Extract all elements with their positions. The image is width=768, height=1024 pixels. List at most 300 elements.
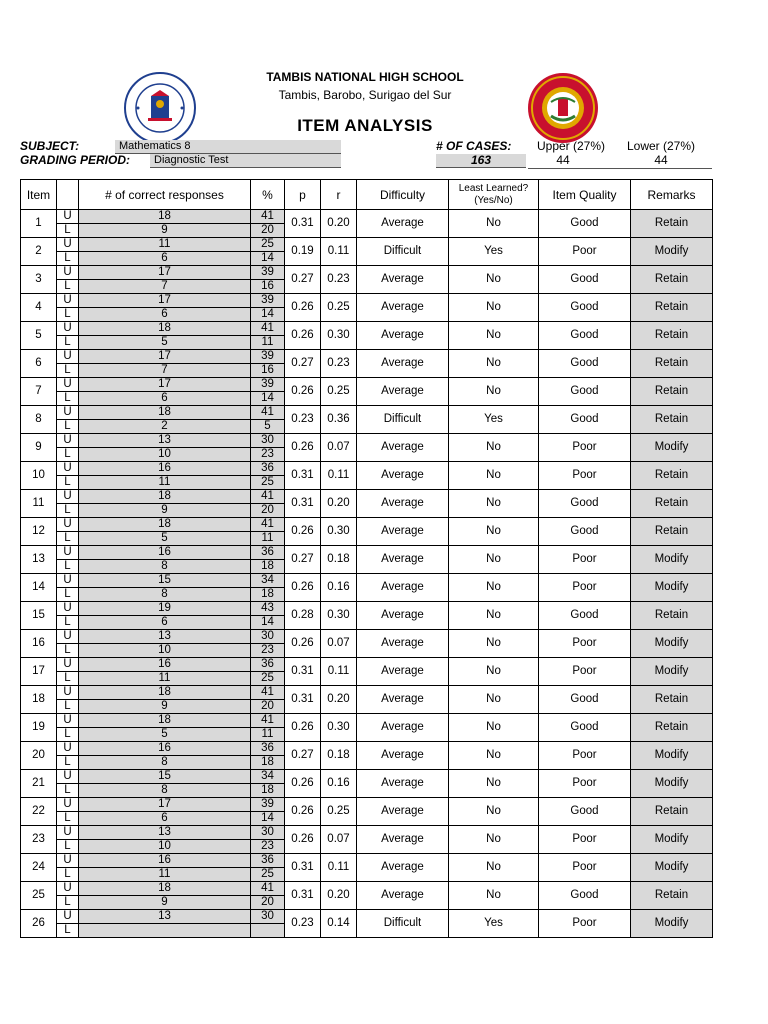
upper-correct-count[interactable]: 18: [79, 714, 251, 728]
upper-correct-count[interactable]: 16: [79, 742, 251, 756]
remarks-value[interactable]: Retain: [631, 490, 713, 518]
upper-percent: 34: [251, 770, 285, 784]
table-row: [21, 882, 713, 896]
lower-percent: 25: [251, 868, 285, 882]
p-value: 0.26: [285, 714, 321, 742]
lower-marker: L: [57, 840, 79, 854]
upper-correct-count[interactable]: 16: [79, 658, 251, 672]
item-quality-value: Good: [539, 518, 631, 546]
difficulty-value: Difficult: [357, 238, 449, 266]
lower-marker: L: [57, 224, 79, 238]
lower-marker: L: [57, 924, 79, 938]
item-quality-value: Poor: [539, 826, 631, 854]
least-learned-value: No: [449, 574, 539, 602]
difficulty-value: Average: [357, 294, 449, 322]
r-value: 0.11: [321, 854, 357, 882]
school-name: TAMBIS NATIONAL HIGH SCHOOL: [266, 70, 464, 84]
upper-percent: 30: [251, 910, 285, 924]
upper-correct-count[interactable]: 13: [79, 630, 251, 644]
r-value: 0.25: [321, 798, 357, 826]
table-row: [21, 322, 713, 336]
upper-marker: U: [57, 294, 79, 308]
lower-correct-count[interactable]: 7: [79, 280, 251, 294]
difficulty-value: Average: [357, 826, 449, 854]
lower-label: Lower (27%): [626, 139, 696, 153]
table-row: [21, 406, 713, 420]
lower-percent: 20: [251, 224, 285, 238]
upper-percent: 39: [251, 798, 285, 812]
col-item: Item: [21, 180, 57, 210]
table-row: [21, 798, 713, 812]
least-learned-value: No: [449, 546, 539, 574]
difficulty-value: Average: [357, 798, 449, 826]
lower-correct-count[interactable]: 8: [79, 784, 251, 798]
remarks-value[interactable]: Retain: [631, 350, 713, 378]
least-learned-value: No: [449, 378, 539, 406]
upper-marker: U: [57, 742, 79, 756]
remarks-value[interactable]: Modify: [631, 742, 713, 770]
remarks-value[interactable]: Modify: [631, 658, 713, 686]
upper-correct-count[interactable]: 17: [79, 266, 251, 280]
lower-marker: L: [57, 448, 79, 462]
least-learned-value: No: [449, 854, 539, 882]
lower-correct-count[interactable]: 8: [79, 756, 251, 770]
difficulty-value: Average: [357, 434, 449, 462]
lower-correct-count[interactable]: [79, 924, 251, 938]
upper-marker: U: [57, 658, 79, 672]
lower-marker: L: [57, 336, 79, 350]
col-remarks: Remarks: [631, 180, 713, 210]
difficulty-value: Average: [357, 378, 449, 406]
upper-marker: U: [57, 770, 79, 784]
item-quality-value: Poor: [539, 770, 631, 798]
lower-correct-count[interactable]: 6: [79, 616, 251, 630]
item-number: 7: [21, 378, 57, 406]
upper-marker: U: [57, 406, 79, 420]
item-number: 6: [21, 350, 57, 378]
upper-correct-count[interactable]: 18: [79, 210, 251, 224]
p-value: 0.31: [285, 490, 321, 518]
item-quality-value: Good: [539, 602, 631, 630]
lower-correct-count[interactable]: 9: [79, 504, 251, 518]
item-quality-value: Good: [539, 686, 631, 714]
p-value: 0.23: [285, 910, 321, 938]
remarks-value[interactable]: Retain: [631, 518, 713, 546]
difficulty-value: Average: [357, 350, 449, 378]
r-value: 0.20: [321, 490, 357, 518]
upper-correct-count[interactable]: 18: [79, 322, 251, 336]
lower-percent: 18: [251, 756, 285, 770]
upper-correct-count[interactable]: 16: [79, 462, 251, 476]
item-number: 3: [21, 266, 57, 294]
least-learned-value: No: [449, 630, 539, 658]
remarks-value[interactable]: Modify: [631, 434, 713, 462]
upper-correct-count[interactable]: 13: [79, 434, 251, 448]
lower-percent: 20: [251, 504, 285, 518]
upper-percent: 39: [251, 294, 285, 308]
school-address: Tambis, Barobo, Surigao del Sur: [278, 88, 452, 102]
lower-percent: 25: [251, 476, 285, 490]
upper-percent: 39: [251, 350, 285, 364]
remarks-value[interactable]: Retain: [631, 602, 713, 630]
lower-marker: L: [57, 756, 79, 770]
difficulty-value: Difficult: [357, 406, 449, 434]
cases-label: # OF CASES:: [436, 139, 512, 153]
upper-marker: U: [57, 714, 79, 728]
lower-marker: L: [57, 644, 79, 658]
item-number: 17: [21, 658, 57, 686]
lower-marker: L: [57, 280, 79, 294]
item-number: 8: [21, 406, 57, 434]
item-quality-value: Poor: [539, 854, 631, 882]
lower-marker: L: [57, 588, 79, 602]
p-value: 0.27: [285, 546, 321, 574]
item-quality-value: Poor: [539, 742, 631, 770]
remarks-value[interactable]: Modify: [631, 574, 713, 602]
upper-percent: 41: [251, 714, 285, 728]
table-row: [21, 350, 713, 364]
r-value: 0.23: [321, 350, 357, 378]
lower-percent: 14: [251, 392, 285, 406]
upper-marker: U: [57, 322, 79, 336]
lower-correct-count[interactable]: 10: [79, 644, 251, 658]
difficulty-value: Average: [357, 490, 449, 518]
least-learned-value: Yes: [449, 910, 539, 938]
lower-correct-count[interactable]: 8: [79, 588, 251, 602]
lower-percent: 14: [251, 252, 285, 266]
col-r: r: [321, 180, 357, 210]
upper-correct-count[interactable]: 16: [79, 854, 251, 868]
item-quality-value: Good: [539, 378, 631, 406]
subject-value[interactable]: Mathematics 8: [115, 140, 341, 154]
least-learned-value: No: [449, 826, 539, 854]
item-quality-value: Good: [539, 798, 631, 826]
upper-marker: U: [57, 826, 79, 840]
p-value: 0.23: [285, 406, 321, 434]
remarks-value[interactable]: Modify: [631, 826, 713, 854]
table-row: [21, 462, 713, 476]
remarks-value[interactable]: Retain: [631, 378, 713, 406]
upper-marker: U: [57, 266, 79, 280]
r-value: 0.14: [321, 910, 357, 938]
upper-correct-count[interactable]: 15: [79, 574, 251, 588]
upper-correct-count[interactable]: 17: [79, 798, 251, 812]
difficulty-value: Average: [357, 686, 449, 714]
lower-correct-count[interactable]: 6: [79, 812, 251, 826]
remarks-value[interactable]: Retain: [631, 882, 713, 910]
remarks-value[interactable]: Retain: [631, 798, 713, 826]
item-quality-value: Good: [539, 266, 631, 294]
lower-marker: L: [57, 728, 79, 742]
item-number: 11: [21, 490, 57, 518]
table-row: [21, 686, 713, 700]
upper-correct-count[interactable]: 18: [79, 882, 251, 896]
remarks-value[interactable]: Modify: [631, 854, 713, 882]
lower-marker: L: [57, 812, 79, 826]
difficulty-value: Average: [357, 742, 449, 770]
upper-marker: U: [57, 378, 79, 392]
remarks-value[interactable]: Retain: [631, 210, 713, 238]
remarks-value[interactable]: Retain: [631, 266, 713, 294]
cases-value[interactable]: 163: [436, 154, 526, 168]
upper-percent: 36: [251, 462, 285, 476]
item-number: 24: [21, 854, 57, 882]
remarks-value[interactable]: Retain: [631, 714, 713, 742]
lower-correct-count[interactable]: 11: [79, 476, 251, 490]
item-quality-value: Poor: [539, 630, 631, 658]
col-ul: [57, 180, 79, 210]
lower-percent: 14: [251, 308, 285, 322]
lower-value: 44: [654, 153, 668, 167]
difficulty-value: Average: [357, 462, 449, 490]
upper-correct-count[interactable]: 18: [79, 686, 251, 700]
item-number: 9: [21, 434, 57, 462]
least-learned-value: No: [449, 266, 539, 294]
table-row: [21, 574, 713, 588]
upper-percent: 41: [251, 490, 285, 504]
upper-percent: 41: [251, 686, 285, 700]
least-learned-value: No: [449, 658, 539, 686]
upper-correct-count[interactable]: 16: [79, 546, 251, 560]
lower-percent: 18: [251, 784, 285, 798]
remarks-value[interactable]: Modify: [631, 546, 713, 574]
lower-percent: 23: [251, 644, 285, 658]
lower-percent: 18: [251, 560, 285, 574]
r-value: 0.11: [321, 462, 357, 490]
table-row: [21, 490, 713, 504]
difficulty-value: Average: [357, 546, 449, 574]
upper-value: 44: [556, 153, 570, 167]
item-quality-value: Poor: [539, 574, 631, 602]
difficulty-value: Average: [357, 210, 449, 238]
lower-correct-count[interactable]: 9: [79, 224, 251, 238]
p-value: 0.26: [285, 770, 321, 798]
remarks-value[interactable]: Retain: [631, 294, 713, 322]
lower-percent: 11: [251, 336, 285, 350]
r-value: 0.30: [321, 602, 357, 630]
p-value: 0.31: [285, 882, 321, 910]
upper-marker: U: [57, 462, 79, 476]
item-quality-value: Poor: [539, 910, 631, 938]
col-percent: %: [251, 180, 285, 210]
lower-correct-count[interactable]: 7: [79, 364, 251, 378]
table-row: [21, 266, 713, 280]
item-quality-value: Poor: [539, 462, 631, 490]
table-row: [21, 826, 713, 840]
p-value: 0.28: [285, 602, 321, 630]
lower-marker: L: [57, 252, 79, 266]
upper-correct-count[interactable]: 13: [79, 910, 251, 924]
r-value: 0.25: [321, 294, 357, 322]
r-value: 0.07: [321, 826, 357, 854]
table-row: [21, 658, 713, 672]
table-row: [21, 910, 713, 924]
item-quality-value: Good: [539, 490, 631, 518]
upper-marker: U: [57, 910, 79, 924]
item-number: 19: [21, 714, 57, 742]
difficulty-value: Average: [357, 882, 449, 910]
col-p: p: [285, 180, 321, 210]
remarks-value[interactable]: Retain: [631, 686, 713, 714]
upper-percent: 30: [251, 826, 285, 840]
col-correct-responses: # of correct responses: [79, 180, 251, 210]
p-value: 0.26: [285, 322, 321, 350]
upper-correct-count[interactable]: 17: [79, 294, 251, 308]
item-number: 14: [21, 574, 57, 602]
r-value: 0.20: [321, 210, 357, 238]
lower-percent: [251, 924, 285, 938]
difficulty-value: Average: [357, 518, 449, 546]
r-value: 0.16: [321, 770, 357, 798]
difficulty-value: Average: [357, 658, 449, 686]
upper-percent: 41: [251, 406, 285, 420]
upper-marker: U: [57, 854, 79, 868]
upper-marker: U: [57, 686, 79, 700]
item-number: 26: [21, 910, 57, 938]
p-value: 0.27: [285, 350, 321, 378]
p-value: 0.27: [285, 742, 321, 770]
lower-correct-count[interactable]: 6: [79, 308, 251, 322]
lower-percent: 18: [251, 588, 285, 602]
least-learned-value: No: [449, 602, 539, 630]
r-value: 0.11: [321, 658, 357, 686]
item-number: 12: [21, 518, 57, 546]
item-analysis-table: [20, 179, 713, 938]
col-item-quality: Item Quality: [539, 180, 631, 210]
lower-percent: 20: [251, 700, 285, 714]
p-value: 0.26: [285, 378, 321, 406]
lower-correct-count[interactable]: 5: [79, 532, 251, 546]
item-number: 15: [21, 602, 57, 630]
upper-marker: U: [57, 630, 79, 644]
upper-percent: 43: [251, 602, 285, 616]
lower-marker: L: [57, 532, 79, 546]
lower-marker: L: [57, 560, 79, 574]
upper-marker: U: [57, 882, 79, 896]
upper-correct-count[interactable]: 19: [79, 602, 251, 616]
lower-correct-count[interactable]: 9: [79, 700, 251, 714]
item-quality-value: Good: [539, 882, 631, 910]
table-row: [21, 742, 713, 756]
least-learned-value: No: [449, 798, 539, 826]
item-quality-value: Good: [539, 714, 631, 742]
remarks-value[interactable]: Modify: [631, 770, 713, 798]
lower-correct-count[interactable]: 5: [79, 728, 251, 742]
table-row: [21, 630, 713, 644]
lower-marker: L: [57, 868, 79, 882]
lower-correct-count[interactable]: 10: [79, 448, 251, 462]
remarks-value[interactable]: Retain: [631, 322, 713, 350]
r-value: 0.16: [321, 574, 357, 602]
table-row: [21, 714, 713, 728]
item-quality-value: Poor: [539, 546, 631, 574]
grading-period-value[interactable]: Diagnostic Test: [150, 154, 341, 168]
lower-percent: 14: [251, 812, 285, 826]
upper-percent: 36: [251, 742, 285, 756]
header-underline: [528, 168, 712, 169]
item-number: 25: [21, 882, 57, 910]
r-value: 0.11: [321, 238, 357, 266]
r-value: 0.18: [321, 742, 357, 770]
lower-correct-count[interactable]: 11: [79, 868, 251, 882]
item-number: 5: [21, 322, 57, 350]
remarks-value[interactable]: Retain: [631, 462, 713, 490]
page-title: ITEM ANALYSIS: [297, 116, 433, 135]
item-quality-value: Good: [539, 322, 631, 350]
item-quality-value: Good: [539, 406, 631, 434]
upper-correct-count[interactable]: 17: [79, 350, 251, 364]
lower-percent: 23: [251, 448, 285, 462]
lower-correct-count[interactable]: 6: [79, 252, 251, 266]
difficulty-value: Average: [357, 714, 449, 742]
item-number: 23: [21, 826, 57, 854]
upper-marker: U: [57, 518, 79, 532]
r-value: 0.30: [321, 714, 357, 742]
remarks-value[interactable]: Modify: [631, 238, 713, 266]
upper-marker: U: [57, 490, 79, 504]
r-value: 0.30: [321, 322, 357, 350]
upper-correct-count[interactable]: 11: [79, 238, 251, 252]
lower-correct-count[interactable]: 6: [79, 392, 251, 406]
difficulty-value: Difficult: [357, 910, 449, 938]
upper-correct-count[interactable]: 18: [79, 518, 251, 532]
upper-correct-count[interactable]: 18: [79, 490, 251, 504]
lower-correct-count[interactable]: 9: [79, 896, 251, 910]
least-learned-value: No: [449, 294, 539, 322]
lower-correct-count[interactable]: 10: [79, 840, 251, 854]
upper-correct-count[interactable]: 18: [79, 406, 251, 420]
lower-correct-count[interactable]: 11: [79, 672, 251, 686]
r-value: 0.25: [321, 378, 357, 406]
lower-correct-count[interactable]: 5: [79, 336, 251, 350]
lower-percent: 25: [251, 672, 285, 686]
least-learned-value: Yes: [449, 406, 539, 434]
subject-label: SUBJECT:: [20, 139, 80, 153]
upper-percent: 41: [251, 210, 285, 224]
lower-correct-count[interactable]: 2: [79, 420, 251, 434]
least-learned-value: No: [449, 882, 539, 910]
upper-correct-count[interactable]: 13: [79, 826, 251, 840]
lower-percent: 14: [251, 616, 285, 630]
least-learned-value: No: [449, 490, 539, 518]
upper-marker: U: [57, 210, 79, 224]
upper-marker: U: [57, 350, 79, 364]
lower-marker: L: [57, 784, 79, 798]
lower-percent: 5: [251, 420, 285, 434]
r-value: 0.18: [321, 546, 357, 574]
lower-percent: 11: [251, 728, 285, 742]
item-number: 18: [21, 686, 57, 714]
remarks-value[interactable]: Retain: [631, 406, 713, 434]
upper-correct-count[interactable]: 15: [79, 770, 251, 784]
upper-percent: 36: [251, 546, 285, 560]
col-least-learned: Least Learned? (Yes/No): [449, 180, 539, 210]
lower-correct-count[interactable]: 8: [79, 560, 251, 574]
upper-percent: 39: [251, 378, 285, 392]
upper-correct-count[interactable]: 17: [79, 378, 251, 392]
p-value: 0.31: [285, 462, 321, 490]
least-learned-value: No: [449, 518, 539, 546]
r-value: 0.07: [321, 434, 357, 462]
p-value: 0.31: [285, 210, 321, 238]
upper-percent: 41: [251, 322, 285, 336]
least-learned-value: No: [449, 210, 539, 238]
remarks-value[interactable]: Modify: [631, 910, 713, 938]
least-learned-value: No: [449, 742, 539, 770]
remarks-value[interactable]: Modify: [631, 630, 713, 658]
p-value: 0.26: [285, 630, 321, 658]
r-value: 0.36: [321, 406, 357, 434]
